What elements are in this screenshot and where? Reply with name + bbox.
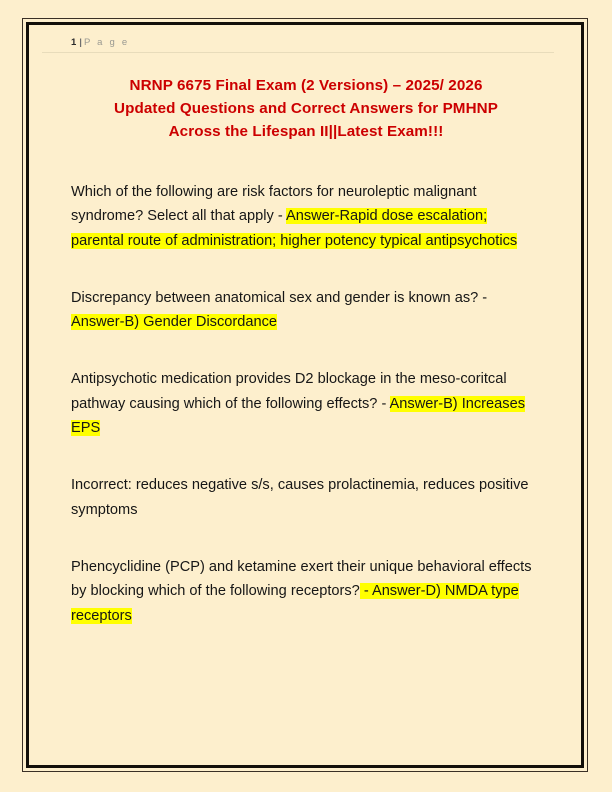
header-divider	[42, 52, 554, 53]
header-separator: |	[79, 37, 82, 48]
qa-block	[71, 180, 541, 253]
qa-block	[71, 555, 541, 628]
qa-block	[71, 286, 541, 335]
title-line-3: Across the Lifespan II||Latest Exam!!!	[168, 123, 444, 140]
header-page-number: 1	[71, 37, 77, 48]
question-text: Discrepancy between anatomical sex and gender is known as? -	[71, 289, 488, 306]
page-header	[71, 36, 541, 49]
answer-highlight: Answer-B) Increases EPS	[71, 395, 525, 437]
document-title	[61, 74, 551, 143]
question-text: Which of the following are risk factors for neuroleptic malignant syndrome? Select all that apply -	[71, 184, 477, 225]
header-page-label: P a g e	[83, 37, 130, 48]
document-body	[71, 180, 551, 628]
answer-highlight: Answer-Rapid dose escalation; parental route of administration; higher potency typical antipsychotics	[71, 208, 518, 249]
qa-block	[71, 473, 541, 522]
question-text: Phencyclidine (PCP) and ketamine exert their unique behavioral effects by blocking which of the following receptors?	[71, 558, 532, 600]
answer-highlight: - Answer-D) NMDA type receptors	[71, 583, 519, 624]
question-text: Incorrect: reduces negative s/s, causes prolactinemia, reduces positive symptoms	[71, 477, 529, 518]
qa-block	[71, 367, 541, 440]
page-content	[29, 25, 581, 765]
answer-highlight: Answer-B) Gender Discordance	[71, 314, 278, 331]
title-line-2: Updated Questions and Correct Answers for PMHNP	[114, 100, 498, 117]
title-line-1: NRNP 6675 Final Exam (2 Versions) – 2025/ 2026	[129, 77, 483, 94]
question-text: Antipsychotic medication provides D2 blockage in the meso-coritcal pathway causing which of the following effects? -	[71, 371, 507, 412]
